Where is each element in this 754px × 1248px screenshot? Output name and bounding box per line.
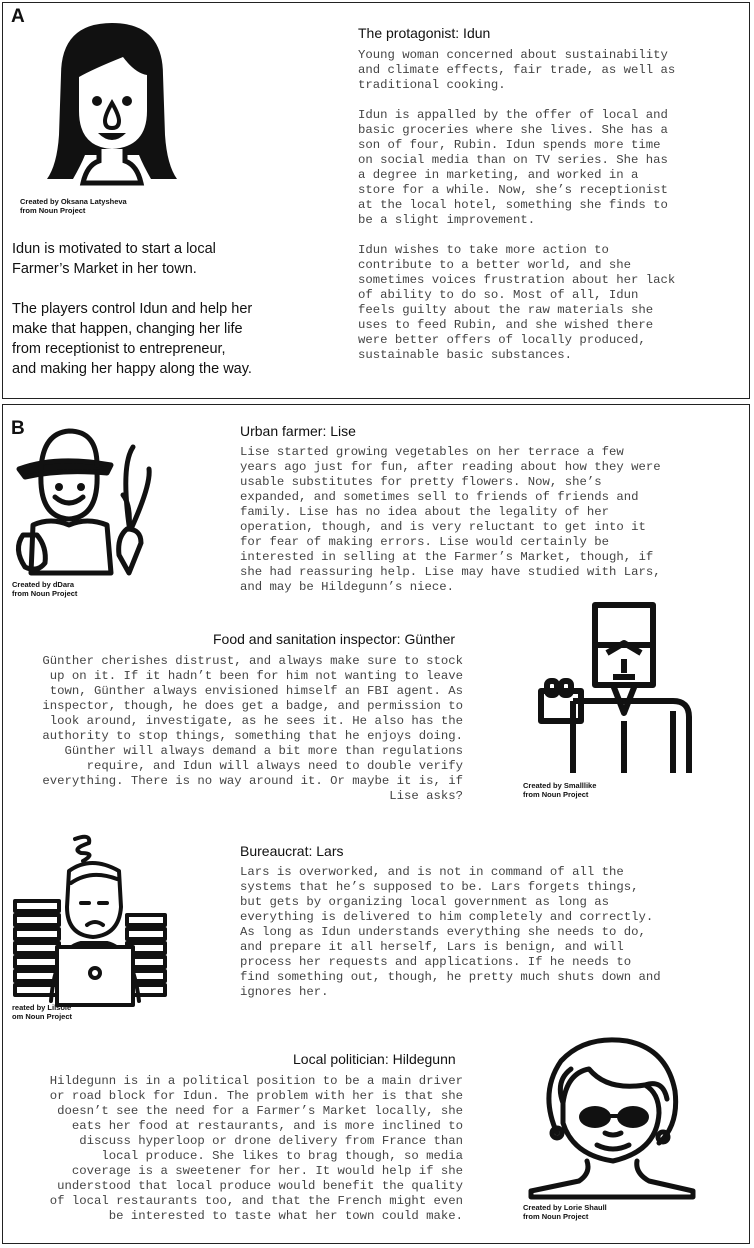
lars-title: Bureaucrat: Lars: [240, 843, 344, 859]
idun-description: Young woman concerned about sustainability and climate effects, fair trade, as well as traditional cooking. Idun is appalled by the offer of local and basic groceries where she lives. She has a son of four, Rubin. Idun spends more time on social media than on TV series. She has a degree in marketing, and worked in a store for a while. Now, she’s receptionist at the local hotel, something she finds to be a slight improvement. Idun wishes to take more action to contribute to a better world, and she sometimes voices frustration about her lack of ability to do so. Most of all, Idun feels guilty about the raw materials she uses to feed Rubin, and she wished there were better offers of locally produced, sustainable basic substances.: [358, 48, 676, 362]
lise-title: Urban farmer: Lise: [240, 423, 356, 439]
idun-title: The protagonist: Idun: [358, 25, 491, 41]
panel-b: [2, 404, 750, 1244]
lise-description: Lise started growing vegetables on her terrace a few years ago just for fun, after reading about how they were usable substitutes for pretty flowers. Now, she’s expanded, and sometimes sell to friends of friends and family. Lise has no idea about the legality of her operation, though, and is very reluctant to get into it for fear of making errors. Lise would certainly be interested in selling at the Farmer’s Market, though, if she had reassuring help. Lise may have studied with Lars, and may be Hildegunn’s niece.: [240, 445, 661, 594]
panel-letter-a: A: [11, 6, 25, 27]
idun-summary: Idun is motivated to start a local Farmer’s Market in her town. The players control Idun and help her make that happen, changing her life from receptionist to entrepreneur, and making her happy along the way.: [12, 241, 253, 377]
inspector-icon: [533, 601, 698, 776]
icon-credit-idun: Created by Oksana Latysheva from Noun Project: [20, 197, 127, 215]
icon-credit-gunther: Created by Smalllike from Noun Project: [523, 781, 597, 799]
woman-icon: [43, 15, 181, 190]
lars-description: Lars is overworked, and is not in command of all the systems that he’s supposed to be. Lars forgets things, but gets by organizing local government as long as everything is delivered to him completely and correctly. As long as Idun understands everything she needs to do, and prepare it all herself, Lars is benign, and will process her requests and applications. If he needs to find something out, though, he pretty much shuts down and ignores her.: [240, 865, 661, 999]
panel-a: [2, 2, 750, 399]
gunther-title: Food and sanitation inspector: Günther: [213, 631, 456, 647]
icon-credit-lars: reated by Lilsole om Noun Project: [12, 1003, 73, 1021]
hildegunn-description: Hildegunn is in a political position to be a main driver or road block for Idun. The problem with her is that she doesn’t see the need for a Farmer’s Market locally, she eats her food at restaurants, and is more inclined to discuss hyperloop or drone delivery from France than local produce. She likes to brag though, so media coverage is a sweetener for her. It would help if she understood that local produce would benefit the quality of local restaurants too, and that the French might even be interested to taste what her town could make.: [49, 1074, 463, 1223]
icon-credit-lise: Created by dDara from Noun Project: [12, 580, 78, 598]
icon-credit-hildegunn: Created by Lorie Shaull from Noun Project: [523, 1203, 607, 1221]
hildegunn-title: Local politician: Hildegunn: [293, 1051, 456, 1067]
panel-letter-b: B: [11, 418, 25, 439]
bureaucrat-icon: [11, 831, 169, 1006]
farmer-icon: [11, 425, 161, 575]
politician-icon: [527, 1033, 697, 1198]
gunther-description: Günther cherishes distrust, and always make sure to stock up on it. If it hadn’t been for him not wanting to leave town, Günther always envisioned himself an FBI agent. As inspector, though, he does get a badge, and permission to look around, investigate, as he sees it. He also has the authority to stop things, something that he enjoys doing. Günther will always demand a bit more than regulations require, and Idun will always need to double verify everything. There is no way around it. Or maybe it is, if Lise asks?: [42, 654, 463, 803]
